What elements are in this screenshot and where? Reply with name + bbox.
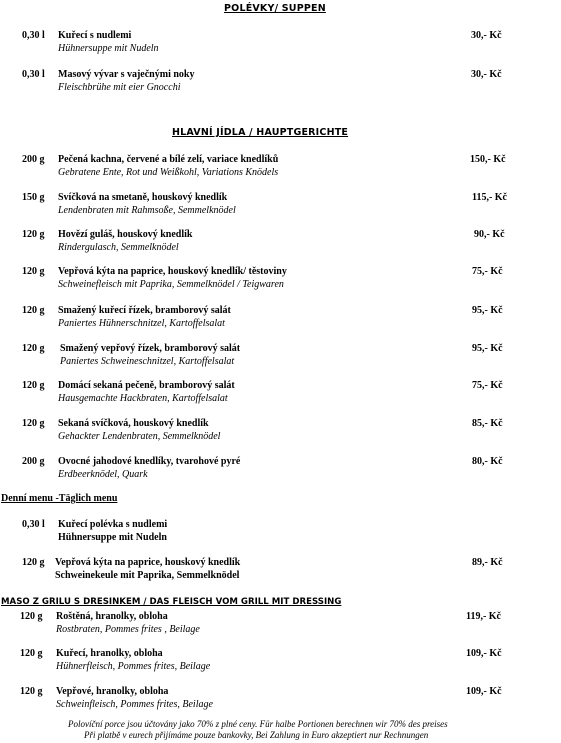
main-5-price: 95,- Kč: [472, 305, 503, 316]
main-9-name-de: Erdbeerknödel, Quark: [58, 469, 148, 480]
grill-2-name-de: Hühnerfleisch, Pommes frites, Beilage: [56, 661, 211, 672]
main-3-qty: 120 g: [22, 229, 45, 240]
soup-2-name-de: Fleischbrühe mit eier Gnocchi: [58, 82, 181, 93]
main-8-qty: 120 g: [22, 418, 45, 429]
mains-heading: HLAVNÍ JÍDLA / HAUPTGERICHTE: [172, 127, 349, 138]
main-4-price: 75,- Kč: [472, 266, 503, 277]
daily-1-qty: 0,30 l: [22, 519, 45, 530]
main-2-price: 115,- Kč: [472, 192, 507, 203]
grill-1-qty: 120 g: [20, 611, 43, 622]
main-1-name-cz: Pečená kachna, červené a bílé zelí, variace knedlíků: [58, 154, 279, 165]
main-1-name-de: Gebratene Ente, Rot und Weißkohl, Variations Knödels: [58, 167, 279, 178]
soup-1-name-de: Hühnersuppe mit Nudeln: [58, 43, 159, 54]
main-6-price: 95,- Kč: [472, 343, 503, 354]
grill-heading: MASO Z GRILU S DRESINKEM / DAS FLEISCH VOM GRILL MIT DRESSING: [1, 597, 342, 607]
soup-2-price: 30,- Kč: [471, 69, 502, 80]
main-8-price: 85,- Kč: [472, 418, 503, 429]
soup-2-name-cz: Masový vývar s vaječnými noky: [58, 69, 195, 80]
main-7-name-de: Hausgemachte Hackbraten, Kartoffelsalat: [58, 393, 228, 404]
grill-1-name-cz: Roštěná, hranolky, obloha: [56, 611, 168, 622]
main-4-name-de: Schweinefleisch mit Paprika, Semmelknödel / Teigwaren: [58, 279, 284, 290]
grill-1-price: 119,- Kč: [466, 611, 501, 622]
main-4-name-cz: Vepřová kýta na paprice, houskový knedlík/ těstoviny: [58, 266, 287, 277]
footer-note-euro-payment: Při platbě v eurech přijímáme pouze bankovky, Bei Zahlung in Euro akzeptiert nur Rechnungen: [84, 730, 429, 740]
daily-1-name-de: Hühnersuppe mit Nudeln: [58, 532, 167, 543]
main-8-name-de: Gehackter Lendenbraten, Semmelknödel: [58, 431, 221, 442]
grill-1-name-de: Rostbraten, Pommes frites , Beilage: [56, 624, 200, 635]
footer-note-half-portions: Polovíční porce jsou účtovány jako 70% z plné ceny. Für halbe Portionen berechnen wir 70% des preises: [68, 719, 448, 729]
main-3-price: 90,- Kč: [474, 229, 505, 240]
main-7-name-cz: Domácí sekaná pečeně, bramborový salát: [58, 380, 235, 391]
daily-2-name-cz: Vepřová kýta na paprice, houskový knedlík: [55, 557, 241, 568]
main-9-qty: 200 g: [22, 456, 45, 467]
main-2-name-cz: Svíčková na smetaně, houskový knedlík: [58, 192, 228, 203]
main-4-qty: 120 g: [22, 266, 45, 277]
main-7-price: 75,- Kč: [472, 380, 503, 391]
grill-2-name-cz: Kuřecí, hranolky, obloha: [56, 648, 163, 659]
daily-2-price: 89,- Kč: [472, 557, 503, 568]
grill-2-price: 109,- Kč: [466, 648, 502, 659]
soup-1-qty: 0,30 l: [22, 30, 45, 41]
soup-2-qty: 0,30 l: [22, 69, 45, 80]
main-5-name-cz: Smažený kuřecí řízek, bramborový salát: [58, 305, 231, 316]
main-1-price: 150,- Kč: [470, 154, 506, 165]
main-2-name-de: Lendenbraten mit Rahmsoße, Semmelknödel: [58, 205, 236, 216]
daily-menu-heading: Denní menu -Täglich menu: [1, 493, 118, 504]
daily-2-name-de: Schweinekeule mit Paprika, Semmelknödel: [55, 570, 240, 581]
main-5-name-de: Paniertes Hühnerschnitzel, Kartoffelsalat: [58, 318, 225, 329]
grill-3-name-de: Schweinfleisch, Pommes frites, Beilage: [56, 699, 213, 710]
main-6-name-de: Paniertes Schweineschnitzel, Kartoffelsalat: [60, 356, 235, 367]
soup-1-name-cz: Kuřecí s nudlemi: [58, 30, 132, 41]
daily-2-qty: 120 g: [22, 557, 45, 568]
soups-heading: POLÉVKY/ SUPPEN: [224, 3, 326, 14]
main-6-name-cz: Smažený vepřový řízek, bramborový salát: [60, 343, 241, 354]
main-6-qty: 120 g: [22, 343, 45, 354]
main-5-qty: 120 g: [22, 305, 45, 316]
grill-3-price: 109,- Kč: [466, 686, 502, 697]
main-2-qty: 150 g: [22, 192, 45, 203]
main-8-name-cz: Sekaná svíčková, houskový knedlík: [58, 418, 209, 429]
main-7-qty: 120 g: [22, 380, 45, 391]
main-3-name-de: Rindergulasch, Semmelknödel: [58, 242, 179, 253]
grill-2-qty: 120 g: [20, 648, 43, 659]
grill-3-qty: 120 g: [20, 686, 43, 697]
main-9-price: 80,- Kč: [472, 456, 503, 467]
soup-1-price: 30,- Kč: [471, 30, 502, 41]
grill-3-name-cz: Vepřové, hranolky, obloha: [56, 686, 169, 697]
main-1-qty: 200 g: [22, 154, 45, 165]
daily-1-name-cz: Kuřecí polévka s nudlemi: [58, 519, 168, 530]
main-3-name-cz: Hovězí guláš, houskový knedlík: [58, 229, 193, 240]
main-9-name-cz: Ovocné jahodové knedlíky, tvarohové pyré: [58, 456, 241, 467]
